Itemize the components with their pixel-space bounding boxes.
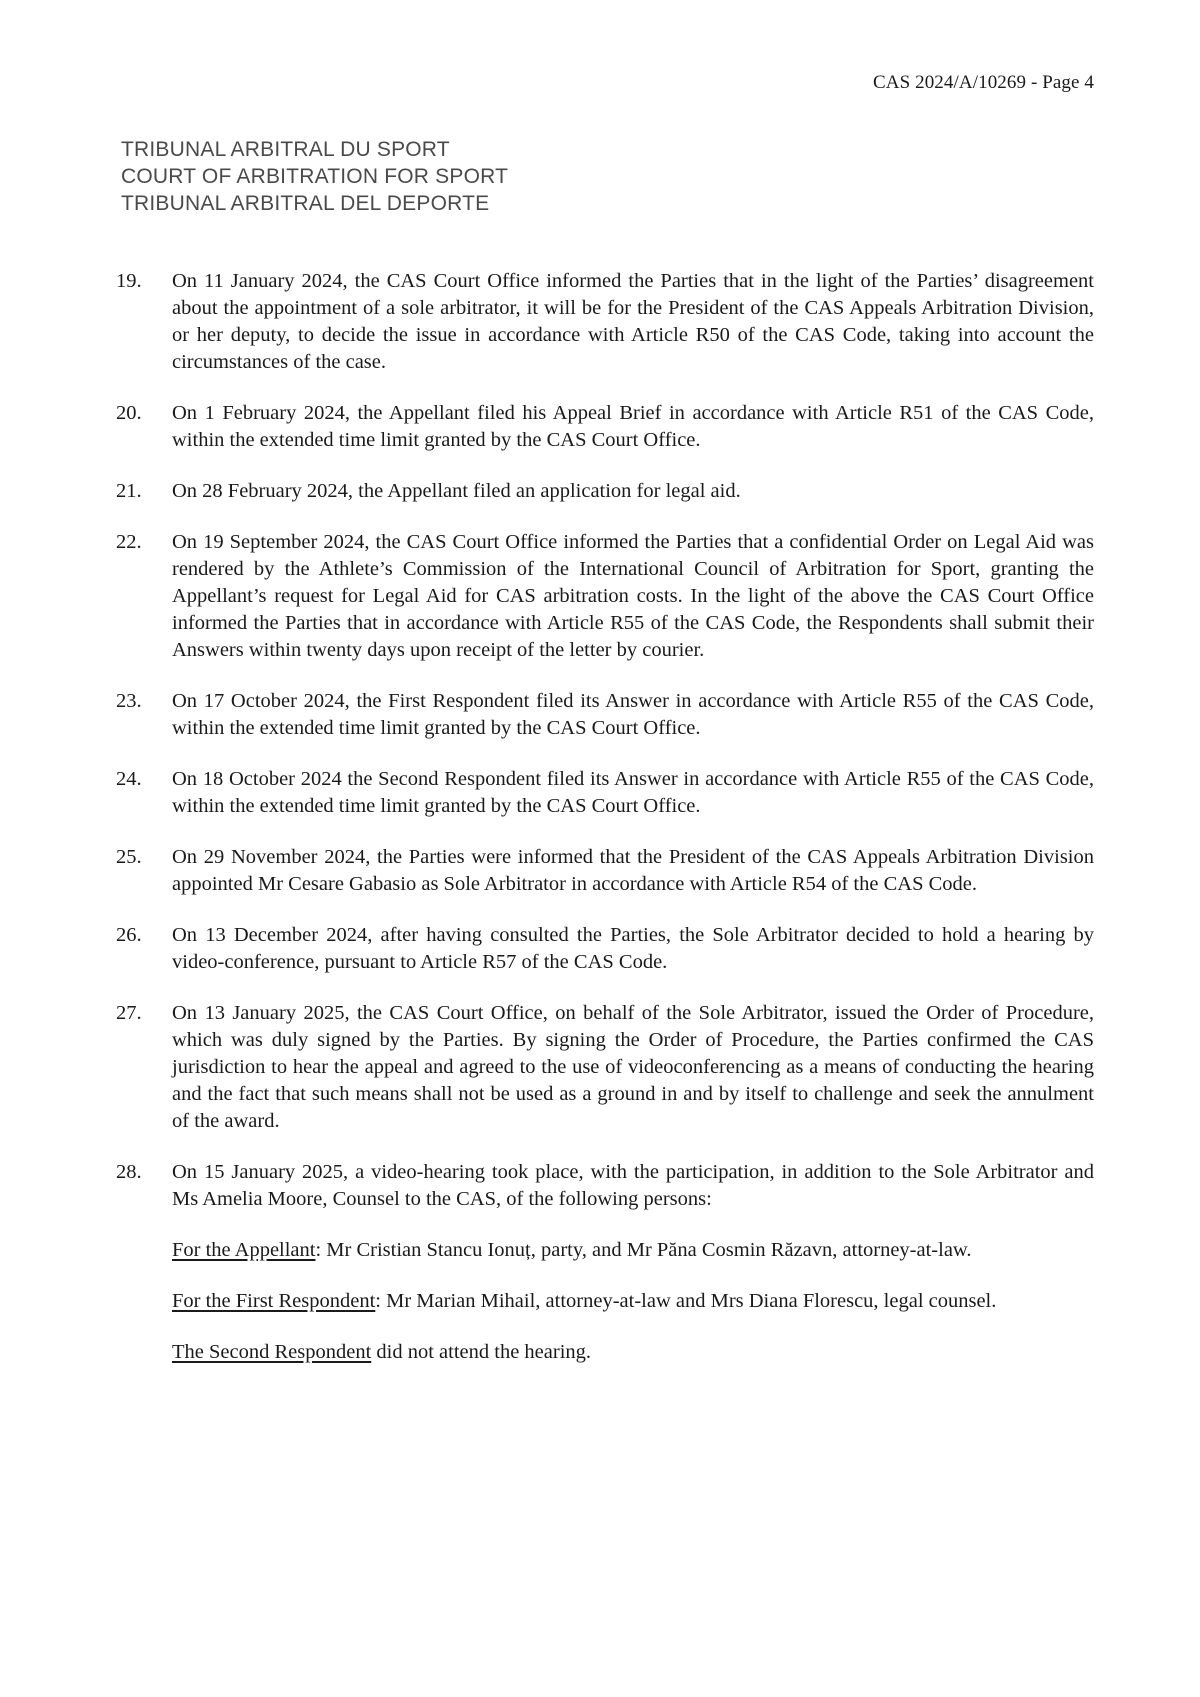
- paragraph-21: [116, 478, 1094, 505]
- attendee-first-respondent: [116, 1288, 1094, 1315]
- letterhead-line-spanish: TRIBUNAL ARBITRAL DEL DEPORTE: [121, 192, 490, 215]
- attendee-second-respondent: [116, 1339, 1094, 1366]
- paragraph-number: 21.: [116, 480, 142, 502]
- page-reference: CAS 2024/A/10269 - Page 4: [873, 72, 1094, 93]
- paragraph-text: On 1 February 2024, the Appellant filed his Appeal Brief in accordance with Article R51 of the CAS Code, within the extended time limit granted by the CAS Court Office.: [172, 402, 1094, 451]
- paragraph-25: [116, 844, 1094, 898]
- paragraph-28: [116, 1159, 1094, 1213]
- paragraph-number: 19.: [116, 270, 142, 292]
- document-body: [116, 268, 1094, 1390]
- attendee-text: : Mr Marian Mihail, attorney-at-law and Mrs Diana Florescu, legal counsel.: [375, 1290, 997, 1312]
- paragraph-text: On 15 January 2025, a video-hearing took place, with the participation, in addition to the Sole Arbitrator and Ms Amelia Moore, Counsel to the CAS, of the following persons:: [172, 1161, 1094, 1210]
- paragraph-text: On 17 October 2024, the First Respondent filed its Answer in accordance with Article R55 of the CAS Code, within the extended time limit granted by the CAS Court Office.: [172, 690, 1094, 739]
- paragraph-19: [116, 268, 1094, 376]
- paragraph-20: [116, 400, 1094, 454]
- attendee-text: : Mr Cristian Stancu Ionuț, party, and Mr Păna Cosmin Răzavn, attorney-at-law.: [315, 1239, 972, 1261]
- attendee-label: For the First Respondent: [172, 1290, 376, 1312]
- letterhead: [121, 136, 508, 217]
- paragraph-number: 20.: [116, 402, 142, 424]
- paragraph-text: On 18 October 2024 the Second Respondent filed its Answer in accordance with Article R55 of the CAS Code, within the extended time limit granted by the CAS Court Office.: [172, 768, 1094, 817]
- letterhead-line-french: TRIBUNAL ARBITRAL DU SPORT: [121, 138, 450, 161]
- letterhead-line-english: COURT OF ARBITRATION FOR SPORT: [121, 165, 509, 188]
- attendee-text: did not attend the hearing.: [371, 1341, 592, 1363]
- paragraph-text: On 13 January 2025, the CAS Court Office, on behalf of the Sole Arbitrator, issued the Order of Procedure, which was duly signed by the Parties. By signing the Order of Procedure, the Parties confirmed the CAS jurisdiction to hear the appeal and agreed to the use of videoconferencing as a means of conducting the hearing and the fact that such means shall not be used as a ground in and by itself to challenge and seek the annulment of the award.: [172, 1002, 1094, 1132]
- paragraph-text: On 11 January 2024, the CAS Court Office informed the Parties that in the light of the Parties’ disagreement about the appointment of a sole arbitrator, it will be for the President of the CAS Appeals Arbitration Division, or her deputy, to decide the issue in accordance with Article R50 of the CAS Code, taking into account the circumstances of the case.: [172, 270, 1094, 373]
- paragraph-text: On 19 September 2024, the CAS Court Office informed the Parties that a confidential Order on Legal Aid was rendered by the Athlete’s Commission of the International Council of Arbitration for Sport, granting the Appellant’s request for Legal Aid for CAS arbitration costs. In the light of the above the CAS Court Office informed the Parties that in accordance with Article R55 of the CAS Code, the Respondents shall submit their Answers within twenty days upon receipt of the letter by courier.: [172, 531, 1094, 661]
- paragraph-number: 22.: [116, 531, 142, 553]
- attendee-label: For the Appellant: [172, 1239, 316, 1261]
- paragraph-number: 25.: [116, 846, 142, 868]
- paragraph-23: [116, 688, 1094, 742]
- paragraph-27: [116, 1000, 1094, 1135]
- paragraph-text: On 28 February 2024, the Appellant filed an application for legal aid.: [172, 480, 741, 502]
- attendee-label: The Second Respondent: [172, 1341, 372, 1363]
- paragraph-text: On 13 December 2024, after having consulted the Parties, the Sole Arbitrator decided to hold a hearing by video-conference, pursuant to Article R57 of the CAS Code.: [172, 924, 1094, 973]
- paragraph-number: 27.: [116, 1002, 142, 1024]
- attendee-appellant: [116, 1237, 1094, 1264]
- paragraph-22: [116, 529, 1094, 664]
- paragraph-text: On 29 November 2024, the Parties were informed that the President of the CAS Appeals Arbitration Division appointed Mr Cesare Gabasio as Sole Arbitrator in accordance with Article R54 of the CAS Code.: [172, 846, 1094, 895]
- paragraph-number: 23.: [116, 690, 142, 712]
- paragraph-number: 28.: [116, 1161, 142, 1183]
- paragraph-number: 24.: [116, 768, 142, 790]
- paragraph-24: [116, 766, 1094, 820]
- paragraph-26: [116, 922, 1094, 976]
- paragraph-number: 26.: [116, 924, 142, 946]
